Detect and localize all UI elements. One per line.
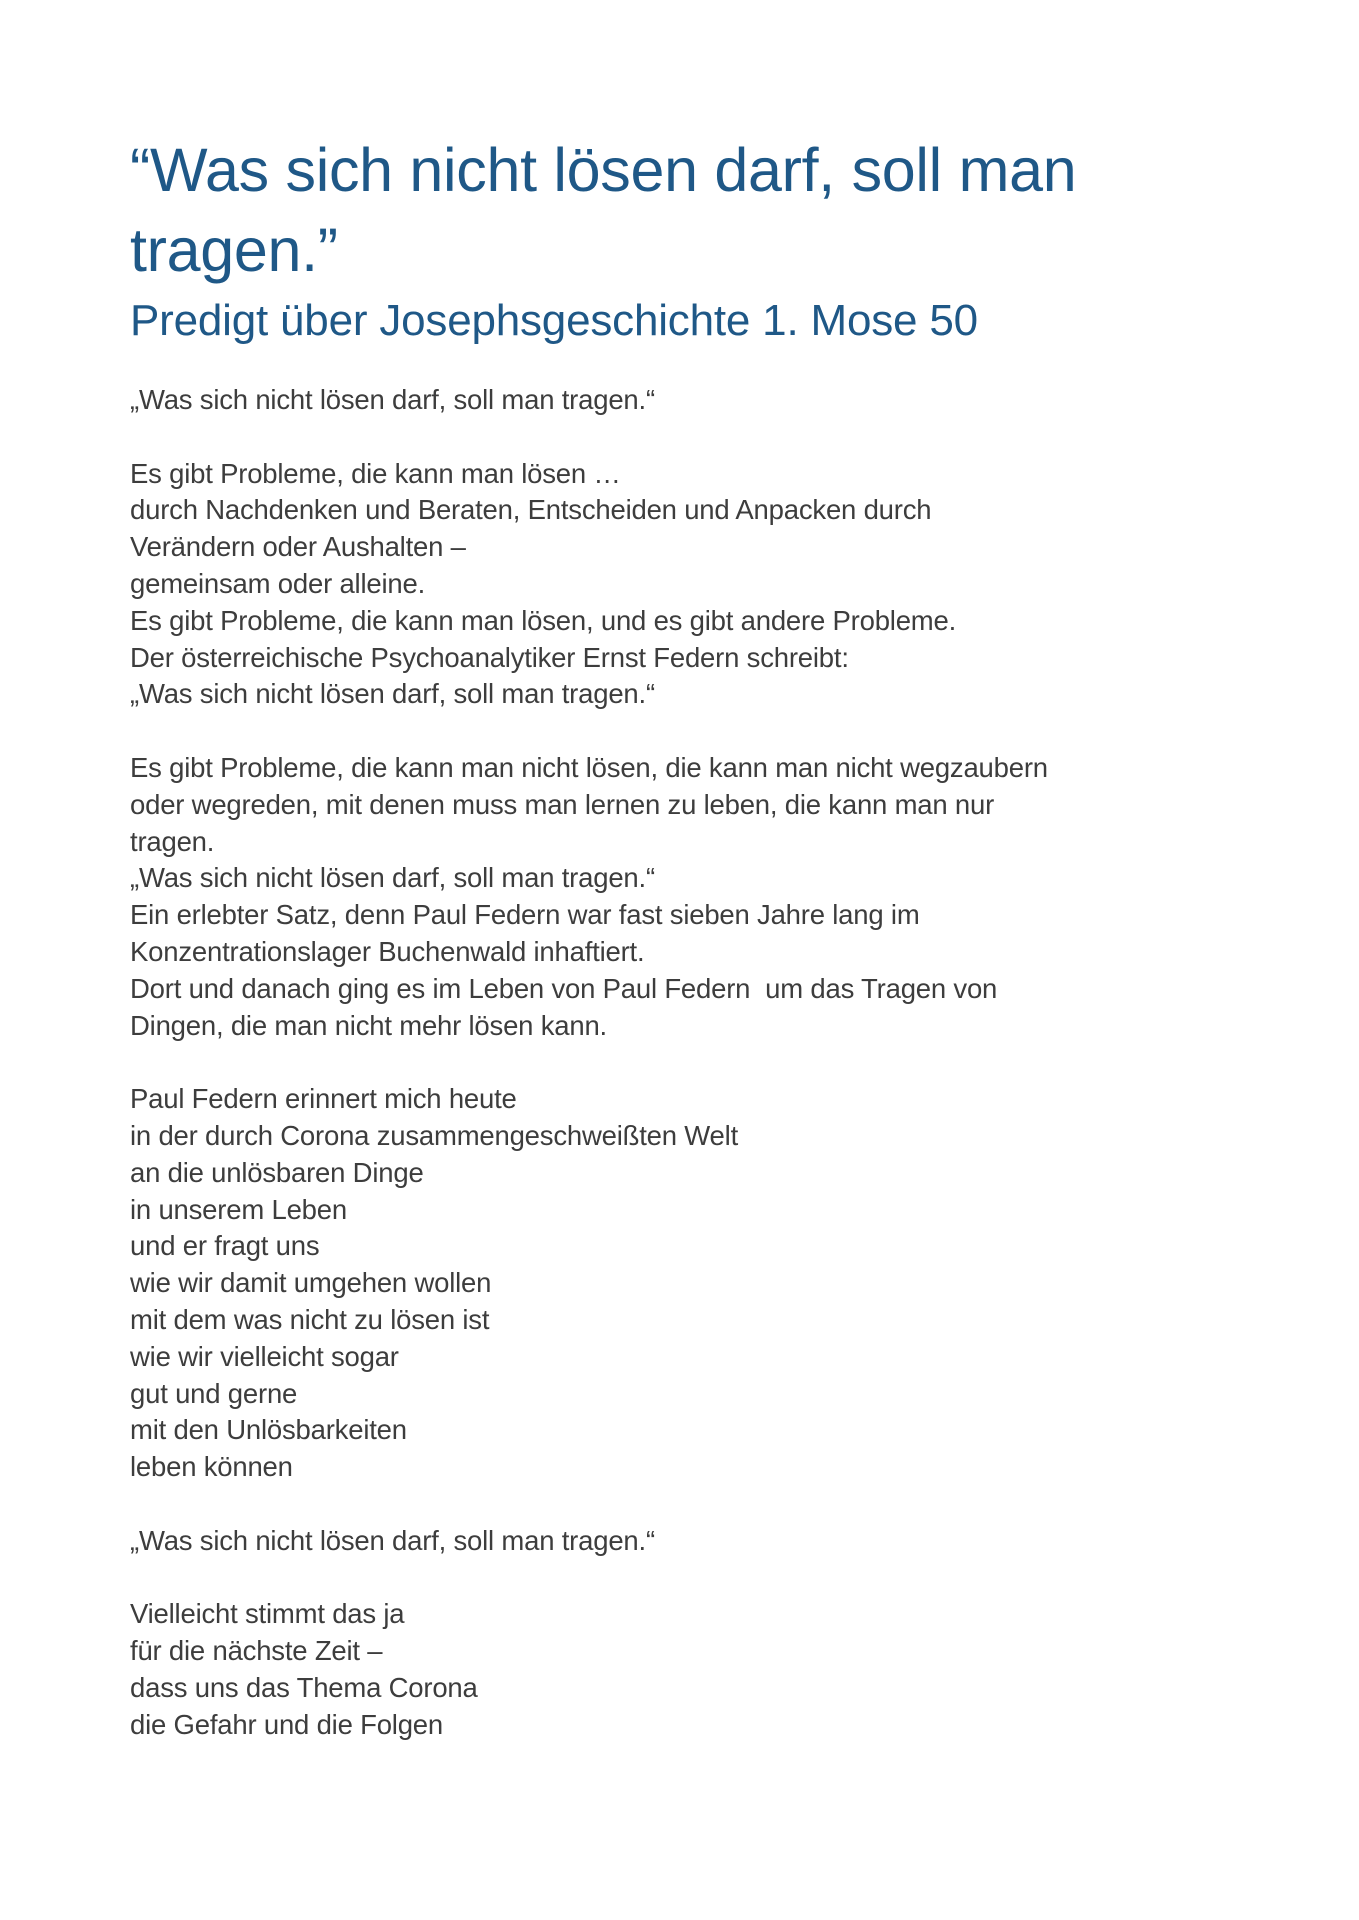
text-line: mit den Unlösbarkeiten <box>130 1414 407 1446</box>
text-line: an die unlösbaren Dinge <box>130 1156 424 1188</box>
text-line: dass uns das Thema Corona <box>130 1671 478 1703</box>
text-line: gut und gerne <box>130 1377 298 1409</box>
paragraph-2 <box>130 456 1260 714</box>
text-line: mit dem was nicht zu lösen ist <box>130 1303 490 1335</box>
title-line: tragen.” <box>130 216 338 284</box>
document-body <box>130 382 1260 1743</box>
text-line: „Was sich nicht lösen darf, soll man tragen.“ <box>130 384 655 415</box>
text-line: Konzentrationslager Buchenwald inhaftiert. <box>130 935 645 967</box>
text-line: Es gibt Probleme, die kann man nicht lösen, die kann man nicht wegzaubern <box>130 751 1048 783</box>
text-line: in unserem Leben <box>130 1193 347 1225</box>
paragraph-6 <box>130 1596 1260 1743</box>
text-line: „Was sich nicht lösen darf, soll man tragen.“ <box>130 1524 655 1556</box>
text-line: Paul Federn erinnert mich heute <box>130 1083 517 1115</box>
text-line: für die nächste Zeit – <box>130 1635 383 1667</box>
text-line: wie wir vielleicht sogar <box>130 1340 399 1372</box>
text-line: Der österreichische Psychoanalytiker Ernst Federn schreibt: <box>130 641 849 673</box>
text-line: „Was sich nicht lösen darf, soll man tragen.“ <box>130 678 655 710</box>
text-line: oder wegreden, mit denen muss man lernen zu leben, die kann man nur <box>130 788 995 820</box>
document-title <box>130 130 1260 290</box>
document-page <box>130 130 1260 1780</box>
text-line: wie wir damit umgehen wollen <box>130 1267 492 1299</box>
text-line: durch Nachdenken und Beraten, Entscheiden und Anpacken durch <box>130 494 932 526</box>
paragraph-3 <box>130 750 1260 1044</box>
text-line: Es gibt Probleme, die kann man lösen … <box>130 457 621 489</box>
paragraph-5 <box>130 1523 1260 1560</box>
text-line: Es gibt Probleme, die kann man lösen, und es gibt andere Probleme. <box>130 604 957 636</box>
paragraph-4 <box>130 1081 1260 1486</box>
text-line: die Gefahr und die Folgen <box>130 1708 443 1740</box>
paragraph-1 <box>130 382 1260 419</box>
text-line: „Was sich nicht lösen darf, soll man tragen.“ <box>130 862 655 894</box>
text-line: gemeinsam oder alleine. <box>130 567 426 599</box>
text-line: Dingen, die man nicht mehr lösen kann. <box>130 1009 607 1041</box>
text-line: leben können <box>130 1451 293 1483</box>
text-line: Dort und danach ging es im Leben von Paul Federn um das Tragen von <box>130 972 998 1004</box>
text-line: Ein erlebter Satz, denn Paul Federn war fast sieben Jahre lang im <box>130 899 920 931</box>
text-line: und er fragt uns <box>130 1230 320 1262</box>
text-line: tragen. <box>130 825 215 857</box>
text-line: in der durch Corona zusammengeschweißten Welt <box>130 1119 739 1151</box>
title-line: “Was sich nicht lösen darf, soll man <box>130 136 1077 204</box>
text-line: Verändern oder Aushalten – <box>130 531 466 563</box>
text-line: Vielleicht stimmt das ja <box>130 1598 405 1630</box>
document-subtitle: Predigt über Josephsgeschichte 1. Mose 50 <box>130 296 978 345</box>
